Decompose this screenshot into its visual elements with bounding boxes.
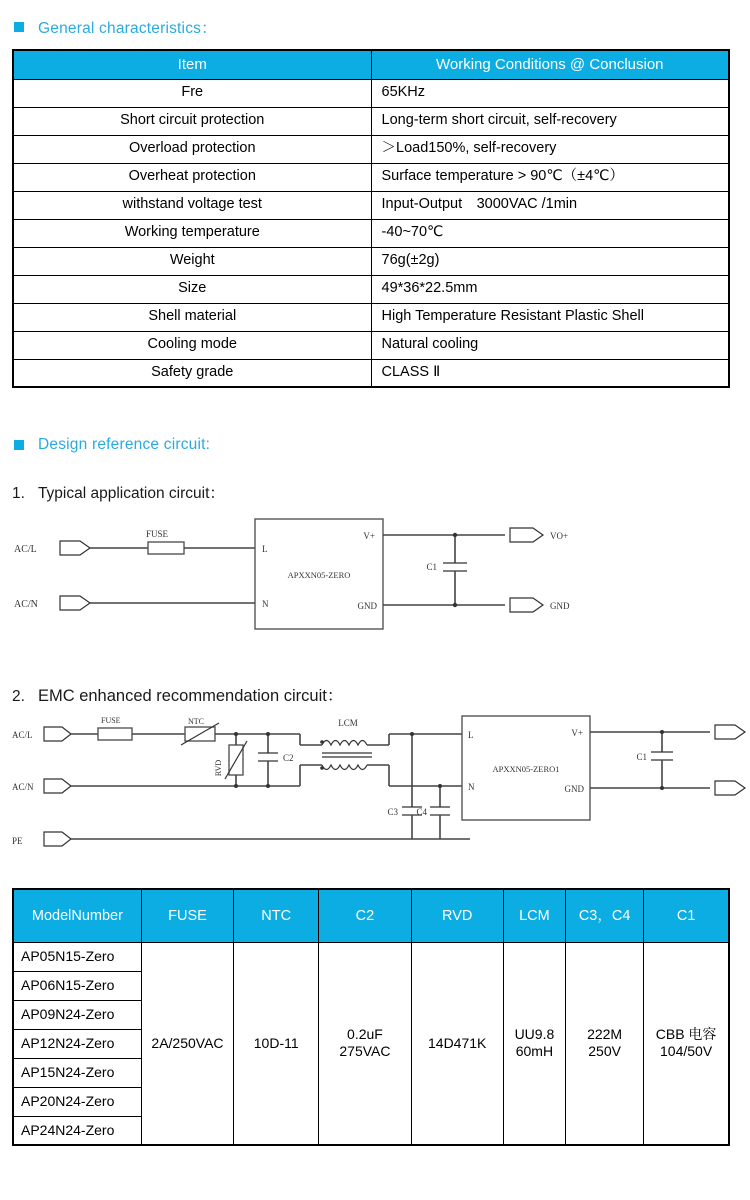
circuit2-label-rvd: RVD (214, 759, 223, 777)
circuit2-label-c2: C2 (283, 753, 294, 763)
column-header-item: Item (13, 50, 371, 79)
circuit1-terminal-vo (510, 528, 543, 542)
circuit2-lcm-dot-bottom (320, 766, 324, 770)
table-row (13, 942, 729, 971)
section-title-design: Design reference circuit: (38, 436, 211, 453)
circuit1-label-c1: C1 (426, 562, 437, 572)
circuit1-label-ac-n: AC/N (14, 599, 38, 610)
circuit1-module-name: APXXN05-ZERO (287, 570, 351, 580)
component-column-header: RVD (411, 889, 503, 942)
circuit2-label-ac-l: AC/L (12, 730, 33, 740)
spec-item-name: Short circuit protection (13, 107, 371, 135)
circuit2-label-lcm: LCM (338, 718, 358, 728)
model-number-cell: AP12N24-Zero (13, 1029, 141, 1058)
rvd-value-cell: 14D471K (411, 942, 503, 1145)
circuit2-label-c4: C4 (416, 807, 427, 817)
circuit2-terminal-ac-l (44, 727, 71, 741)
model-number-cell: AP05N15-Zero (13, 942, 141, 971)
spec-item-name: Working temperature (13, 219, 371, 247)
circuit2-junction-rvd-top (234, 732, 238, 736)
subsection-number-emc: 2. (12, 688, 25, 705)
circuit2-terminal-gnd-out (715, 781, 745, 795)
typical-application-circuit-diagram (0, 511, 750, 636)
spec-item-name: Overload protection (13, 135, 371, 163)
component-column-header: FUSE (141, 889, 233, 942)
component-selection-table (12, 888, 730, 1146)
circuit2-module-name: APXXN05-ZERO1 (492, 764, 560, 774)
section-title-general: General characteristics： (38, 20, 217, 37)
spec-item-value: Long-term short circuit, self-recovery (371, 107, 729, 135)
circuit2-junction-c2-top (266, 732, 270, 736)
spec-item-value: CLASS Ⅱ (371, 359, 729, 387)
spec-item-value: Surface temperature > 90℃（±4℃） (371, 163, 729, 191)
spec-item-name: withstand voltage test (13, 191, 371, 219)
table-row (13, 359, 729, 387)
circuit1-junction-top (453, 533, 457, 537)
lcm-value-cell: UU9.8 60mH (503, 942, 565, 1145)
spec-item-value: 76g(±2g) (371, 247, 729, 275)
table-row (13, 331, 729, 359)
circuit2-junction-c4 (438, 784, 442, 788)
component-column-header: C3，C4 (566, 889, 644, 942)
circuit1-label-gnd-out: GND (550, 601, 570, 611)
circuit2-pin-vplus: V+ (571, 728, 583, 738)
circuit2-pin-gnd: GND (564, 784, 584, 794)
fuse-value-cell: 2A/250VAC (141, 942, 233, 1145)
circuit2-terminal-ac-n (44, 779, 71, 793)
circuit1-component-fuse (148, 542, 184, 554)
circuit2-junction-c3 (410, 732, 414, 736)
model-number-cell: AP20N24-Zero (13, 1087, 141, 1116)
component-column-header: C1 (644, 889, 729, 942)
bullet-square-icon (14, 22, 24, 32)
c1-value-cell: CBB 电容 104/50V (644, 942, 729, 1145)
table-row (13, 303, 729, 331)
circuit2-terminal-pe (44, 832, 71, 846)
spec-item-name: Overheat protection (13, 163, 371, 191)
spec-item-value: ＞Load150%, self-recovery (371, 135, 729, 163)
spec-item-value: High Temperature Resistant Plastic Shell (371, 303, 729, 331)
spec-item-value: Natural cooling (371, 331, 729, 359)
spec-item-name: Size (13, 275, 371, 303)
spec-item-name: Cooling mode (13, 331, 371, 359)
circuit2-label-c1: C1 (636, 752, 647, 762)
circuit2-label-ntc: NTC (188, 717, 204, 726)
circuit1-pin-vplus: V+ (363, 531, 375, 541)
component-column-header: ModelNumber (13, 889, 141, 942)
circuit1-label-ac-l: AC/L (14, 544, 37, 555)
spec-item-name: Shell material (13, 303, 371, 331)
circuit2-label-pe: PE (12, 836, 23, 846)
subsection-heading-emc (0, 682, 750, 706)
circuit2-label-fuse: FUSE (101, 716, 121, 725)
table-row (13, 163, 729, 191)
circuit2-component-fuse (98, 728, 132, 740)
circuit1-terminal-gnd-out (510, 598, 543, 612)
circuit1-terminal-ac-n (60, 596, 90, 610)
table-row (13, 135, 729, 163)
section-heading-design (0, 436, 750, 454)
circuit1-label-fuse: FUSE (146, 529, 169, 539)
circuit2-lcm-coil-bottom (322, 765, 367, 770)
table-row (13, 247, 729, 275)
ntc-value-cell: 10D-11 (234, 942, 319, 1145)
model-number-cell: AP15N24-Zero (13, 1058, 141, 1087)
model-number-cell: AP24N24-Zero (13, 1116, 141, 1145)
bullet-square-icon (14, 440, 24, 450)
subsection-number: 1. (12, 485, 25, 502)
component-table-header-row (13, 889, 729, 942)
circuit2-junction-rvd-bottom (234, 784, 238, 788)
table-header-row (13, 50, 729, 79)
c2-value-cell: 0.2uF 275VAC (319, 942, 411, 1145)
circuit1-pin-n: N (262, 599, 269, 609)
subsection-heading-typical (0, 481, 750, 503)
circuit2-junction-c2-bottom (266, 784, 270, 788)
circuit2-junction-c1-top (660, 730, 664, 734)
circuit2-label-ac-n: AC/N (12, 782, 34, 792)
circuit1-label-vo: VO+ (550, 531, 569, 541)
table-row (13, 275, 729, 303)
model-number-cell: AP06N15-Zero (13, 971, 141, 1000)
table-row (13, 107, 729, 135)
circuit2-pin-l: L (468, 730, 474, 740)
table-row (13, 79, 729, 107)
section-heading-general (0, 16, 750, 38)
circuit2-lcm-coil-top (322, 741, 367, 746)
c3-c4-value-cell: 222M 250V (566, 942, 644, 1145)
model-number-cell: AP09N24-Zero (13, 1000, 141, 1029)
spec-item-value: 65KHz (371, 79, 729, 107)
spec-item-value: Input-Output 3000VAC /1min (371, 191, 729, 219)
spec-item-value: -40~70℃ (371, 219, 729, 247)
table-row (13, 191, 729, 219)
circuit2-label-c3: C3 (387, 807, 398, 817)
emc-enhanced-circuit-diagram (0, 712, 750, 882)
column-header-working-conditions: Working Conditions @ Conclusion (371, 50, 729, 79)
circuit2-lcm-dot-top (320, 740, 324, 744)
spec-item-name: Weight (13, 247, 371, 275)
component-column-header: LCM (503, 889, 565, 942)
circuit1-pin-gnd: GND (357, 601, 377, 611)
circuit1-terminal-ac-l (60, 541, 90, 555)
circuit1-junction-bottom (453, 603, 457, 607)
subsection-title-emc: EMC enhanced recommendation circuit： (37, 687, 344, 705)
circuit2-terminal-vo (715, 725, 745, 739)
circuit1-pin-l: L (262, 544, 268, 554)
circuit2-junction-c1-bottom (660, 786, 664, 790)
spec-item-name: Safety grade (13, 359, 371, 387)
circuit2-pin-n: N (468, 782, 475, 792)
component-column-header: C2 (319, 889, 411, 942)
spec-item-name: Fre (13, 79, 371, 107)
general-characteristics-table (12, 49, 730, 388)
spec-item-value: 49*36*22.5mm (371, 275, 729, 303)
component-column-header: NTC (234, 889, 319, 942)
subsection-title-typical: Typical application circuit： (37, 485, 225, 502)
table-row (13, 219, 729, 247)
